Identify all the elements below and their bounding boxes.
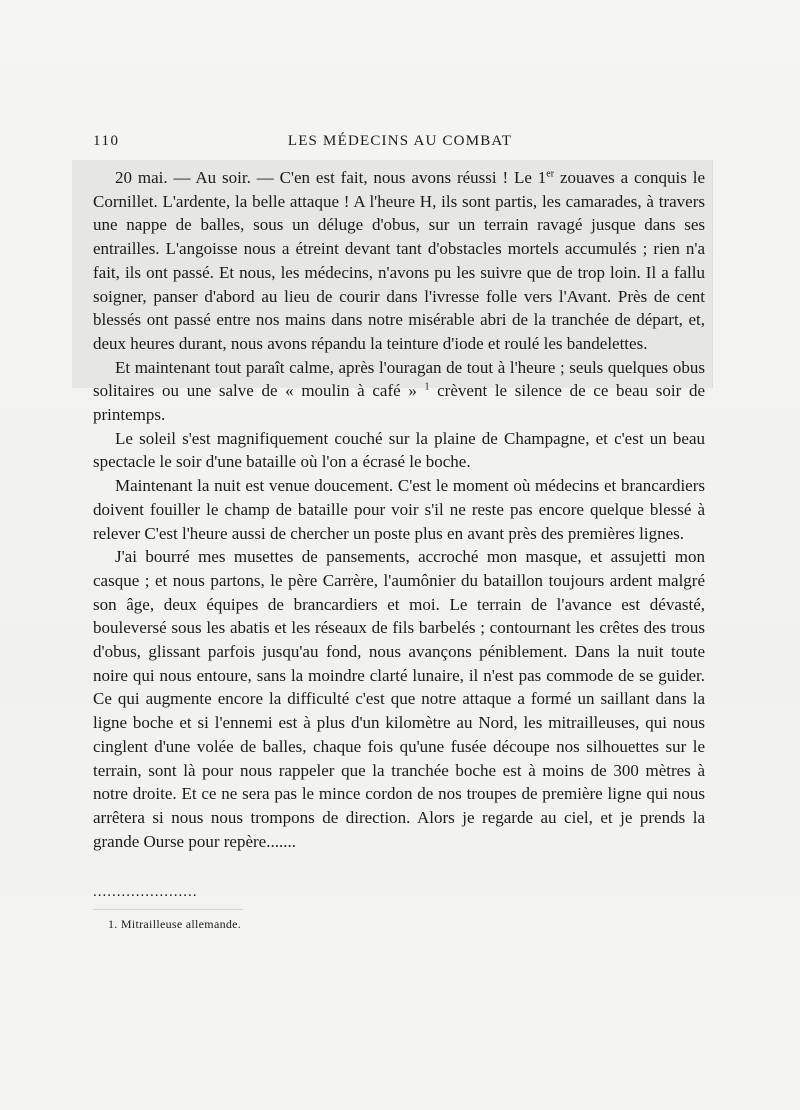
footnote-marker: 1 [424,381,430,393]
paragraph-4: Maintenant la nuit est venue doucement. C'est le moment où médecins et brancardiers doivent fouiller le champ de bataille pour voir s'il ne reste pas encore quelque blessé à relever C'est l'heure aussi de chercher un poste plus en avant près des premières lignes. [93,476,705,543]
running-title: LES MÉDECINS AU COMBAT [287,133,513,149]
page-number: 110 [93,133,120,149]
superscript: er [546,168,555,180]
paragraph-text: crèvent le silence de ce beau soir de printemps. [93,381,705,425]
body-text [93,166,705,853]
running-head [93,133,707,155]
paragraph-2 [93,356,705,427]
paragraph-5: J'ai bourré mes musettes de pansements, accroché mon masque, et assujetti mon casque ; et nous partons, le père Carrère, l'aumônier du bataillon toujours ardent malgré son âge, deux équipes de brancardiers et moi. Le terrain de l'avance est dévasté, bouleversé sous les abatis et les réseaux de fils barbelés ; contournant les crêtes des trous d'obus, glissant parfois jusqu'au fond, nous avançons péniblement. Dans la nuit toute noire qui nous entoure, sans la moindre clarté lunaire, il n'est pas commode de se guider. Ce qui augmente encore la difficulté c'est que notre attaque a formé un saillant dans la ligne boche et si l'ennemi est à plus d'un kilomètre au Nord, les mitrailleuses, qui nous cinglent d'une volée de balles, chaque fois qu'une fusée découpe nos silhouettes sur le terrain, sont là pour nous rappeler que la tranchée boche est à moins de 300 mètres à notre droite. Et ce ne sera pas le mince cordon de nos troupes de première ligne qui nous arrêtera si nous nous trompons de direction. Alors je regarde au ciel, et je prends la grande Ourse pour repère....... [93,547,705,851]
footnote: 1. Mitrailleuse allemande. [108,917,242,931]
paragraph-3: Le soleil s'est magnifiquement couché sur la plaine de Champagne, et c'est un beau spectacle le soir d'une bataille où l'on a écrasé le boche. [93,428,705,472]
paragraph-text: Et maintenant tout paraît calme, après l'ouragan de tout à l'heure ; seuls quelques obus solitaires ou une salve de « moulin à café » [93,357,705,401]
footnote-divider [93,909,243,910]
ellipsis-dotted-line: ...................... [93,884,198,900]
paragraph-text: zouaves a conquis le Cornillet. L'ardente, la belle attaque ! A l'heure H, ils sont partis, les camarades, à travers une nappe de balles, sous un déluge d'obus, sur un terrain ravagé jusque dans ses entrailles. L'angoisse nous a étreint devant tant d'obstacles mortels accumulés ; rien n'a fait, ils ont passé. Et nous, les médecins, n'avons pu les suivre que de trop loin. Il a fallu soigner, panser d'abord au lieu de courir dans l'ivresse folle vers l'Avant. Près de cent blessés ont passé entre nos mains dans notre misérable abri de la tranchée de départ, et, deux heures durant, nous avons répandu la teinture d'iode et roulé les bandelettes. [93,168,705,353]
paragraph-1 [93,166,705,356]
paragraph-text: 20 mai. — Au soir. — C'en est fait, nous avons réussi ! Le 1 [115,168,547,187]
